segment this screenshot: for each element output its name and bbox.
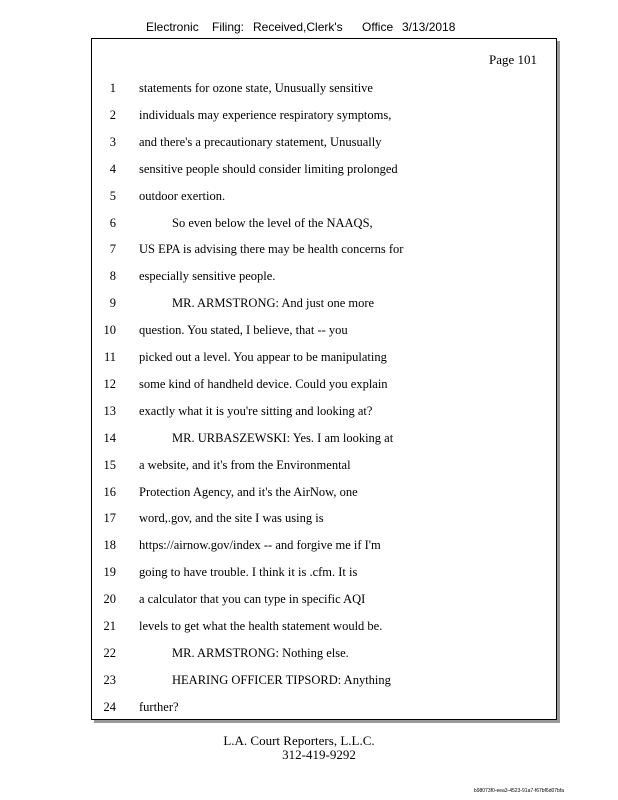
footer-phone: 312-419-9292 — [282, 747, 356, 762]
transcript-line — [92, 81, 556, 108]
line-text: US EPA is advising there may be health concerns for — [139, 242, 404, 257]
transcript-line — [92, 619, 556, 646]
line-text: statements for ozone state, Unusually sensitive — [139, 81, 373, 95]
line-text: https://airnow.gov/index -- and forgive me if I'm — [139, 538, 381, 553]
line-text: Protection Agency, and it's the AirNow, one — [139, 484, 358, 499]
transcript-line — [92, 269, 556, 296]
line-number: 22 — [103, 645, 116, 660]
header-electronic: Electronic — [146, 20, 199, 34]
line-number: 7 — [109, 242, 116, 257]
line-text: individuals may experience respiratory symptoms, — [139, 107, 392, 122]
line-number: 2 — [109, 107, 116, 122]
line-text: a website, and it's from the Environmental — [139, 457, 351, 472]
line-number: 3 — [109, 134, 116, 149]
line-text: HEARING OFFICER TIPSORD: Anything — [172, 672, 391, 687]
line-text: MR. ARMSTRONG: Nothing else. — [172, 645, 349, 660]
transcript-line — [92, 135, 556, 162]
line-text: picked out a level. You appear to be manipulating — [139, 350, 387, 364]
line-text: levels to get what the health statement would be. — [139, 619, 383, 633]
line-number: 17 — [103, 511, 116, 526]
transcript-line — [92, 673, 556, 700]
transcript-page — [91, 38, 557, 720]
line-text: question. You stated, I believe, that -- you — [139, 323, 348, 338]
line-text: MR. ARMSTRONG: And just one more — [172, 296, 375, 311]
line-text: outdoor exertion. — [139, 188, 226, 203]
line-text: going to have trouble. I think it is .cfm. It is — [139, 565, 358, 580]
filing-stamp-header — [0, 20, 618, 36]
line-number: 5 — [109, 188, 116, 203]
line-text: especially sensitive people. — [139, 269, 276, 284]
line-number: 9 — [109, 296, 116, 311]
header-date: 3/13/2018 — [402, 20, 456, 34]
line-text: So even below the level of the NAAQS, — [172, 215, 373, 230]
line-text: word,.gov, and the site I was using is — [139, 511, 324, 526]
transcript-line — [92, 592, 556, 619]
line-number: 1 — [109, 81, 116, 95]
document-id: b98073f0-eea3-4523-91a7-f67bf6d07bfa — [473, 788, 564, 794]
line-number: 16 — [103, 484, 116, 499]
line-number: 6 — [109, 215, 116, 230]
transcript-line — [92, 700, 556, 727]
line-number: 20 — [103, 592, 116, 607]
line-number: 13 — [103, 403, 116, 418]
line-number: 21 — [103, 619, 116, 633]
line-text: MR. URBASZEWSKI: Yes. I am looking at — [172, 430, 394, 445]
transcript-line — [92, 216, 556, 243]
line-number: 10 — [103, 323, 116, 338]
transcript-line — [92, 458, 556, 485]
line-number: 24 — [103, 699, 116, 714]
line-number: 14 — [103, 430, 116, 445]
transcript-line — [92, 242, 556, 269]
line-number: 4 — [109, 161, 116, 176]
line-text: a calculator that you can type in specific AQI — [139, 592, 366, 607]
transcript-line — [92, 646, 556, 673]
page-number: Page 101 — [488, 52, 537, 67]
transcript-line — [92, 538, 556, 565]
transcript-line — [92, 350, 556, 377]
line-number: 15 — [103, 457, 116, 472]
line-number: 12 — [103, 376, 116, 391]
line-number: 19 — [103, 565, 116, 580]
transcript-line — [92, 431, 556, 458]
footer-company: L.A. Court Reporters, L.L.C. — [223, 733, 375, 748]
transcript-line — [92, 296, 556, 323]
line-number: 8 — [109, 269, 116, 284]
line-number: 18 — [103, 538, 116, 553]
line-text: some kind of handheld device. Could you explain — [139, 376, 388, 391]
transcript-line — [92, 485, 556, 512]
transcript-line — [92, 511, 556, 538]
header-received: Received,Clerk's — [253, 20, 343, 34]
transcript-line — [92, 162, 556, 189]
footer — [0, 734, 618, 762]
line-text: further? — [139, 699, 179, 714]
header-filing: Filing: — [212, 20, 245, 34]
transcript-line — [92, 323, 556, 350]
transcript-line — [92, 404, 556, 431]
transcript-line — [92, 189, 556, 216]
line-number: 23 — [103, 672, 116, 687]
transcript-line — [92, 108, 556, 135]
line-text: exactly what it is you're sitting and looking at? — [139, 403, 373, 418]
header-office: Office — [362, 20, 394, 34]
line-text: and there's a precautionary statement, Unusually — [139, 134, 382, 149]
line-text: sensitive people should consider limiting prolonged — [139, 161, 398, 176]
line-number: 11 — [103, 350, 116, 364]
transcript-line — [92, 377, 556, 404]
transcript-line — [92, 565, 556, 592]
